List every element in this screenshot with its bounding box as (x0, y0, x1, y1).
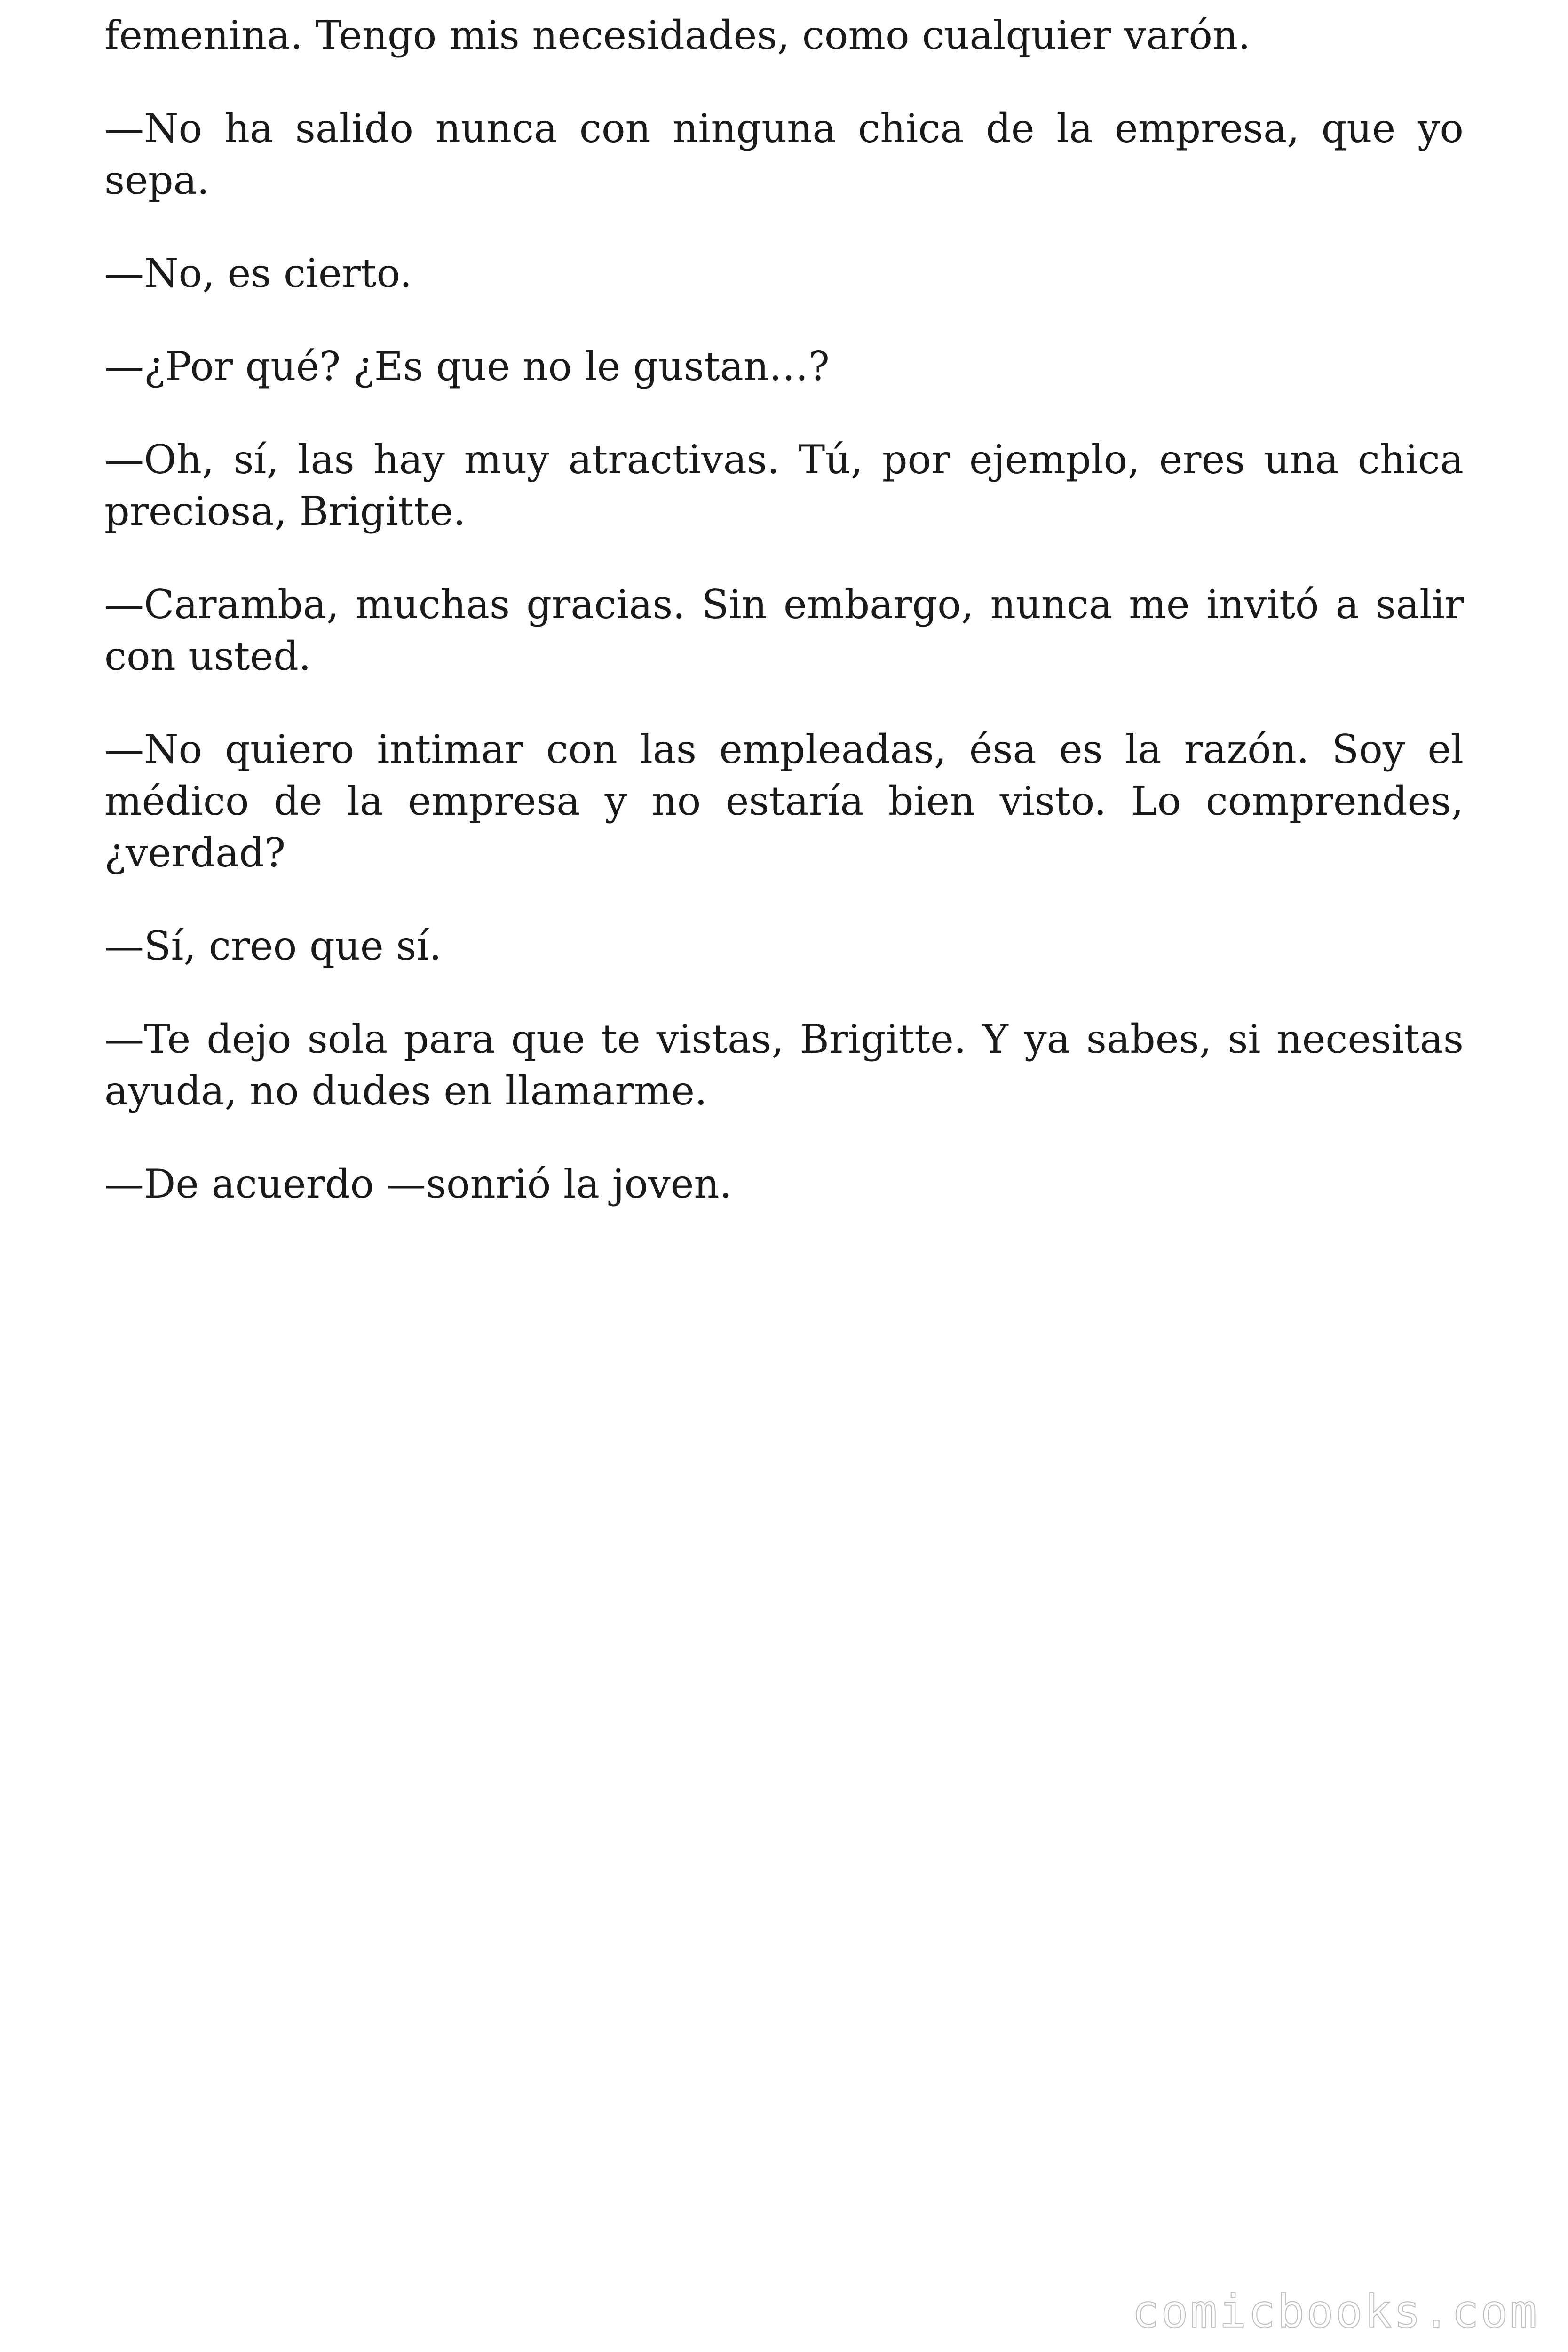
paragraph-9: —Te dejo sola para que te vistas, Brigitte. Y ya sabes, si necesitas ayuda, no dudes en llamarme. (104, 1016, 1464, 1114)
paragraph-2: —No ha salido nunca con ninguna chica de la empresa, que yo sepa. (104, 105, 1464, 203)
paragraph-4: —¿Por qué? ¿Es que no le gustan…? (104, 343, 830, 389)
paragraph-1: femenina. Tengo mis necesidades, como cualquier varón. (104, 12, 1251, 58)
page-body (104, 9, 1464, 1251)
paragraph-8: —Sí, creo que sí. (104, 923, 442, 969)
paragraph-5: —Oh, sí, las hay muy atractivas. Tú, por ejemplo, eres una chica preciosa, Brigitte. (104, 437, 1464, 534)
paragraph-3: —No, es cierto. (104, 250, 412, 296)
paragraph-6: —Caramba, muchas gracias. Sin embargo, nunca me invitó a salir con usted. (104, 581, 1464, 679)
paragraph-10: —De acuerdo —sonrió la joven. (104, 1161, 732, 1207)
watermark-text: comicbooks.com (1132, 2285, 1539, 2338)
paragraph-7: —No quiero intimar con las empleadas, ésa es la razón. Soy el médico de la empresa y no estaría bien visto. Lo comprendes, ¿verdad? (104, 726, 1464, 876)
